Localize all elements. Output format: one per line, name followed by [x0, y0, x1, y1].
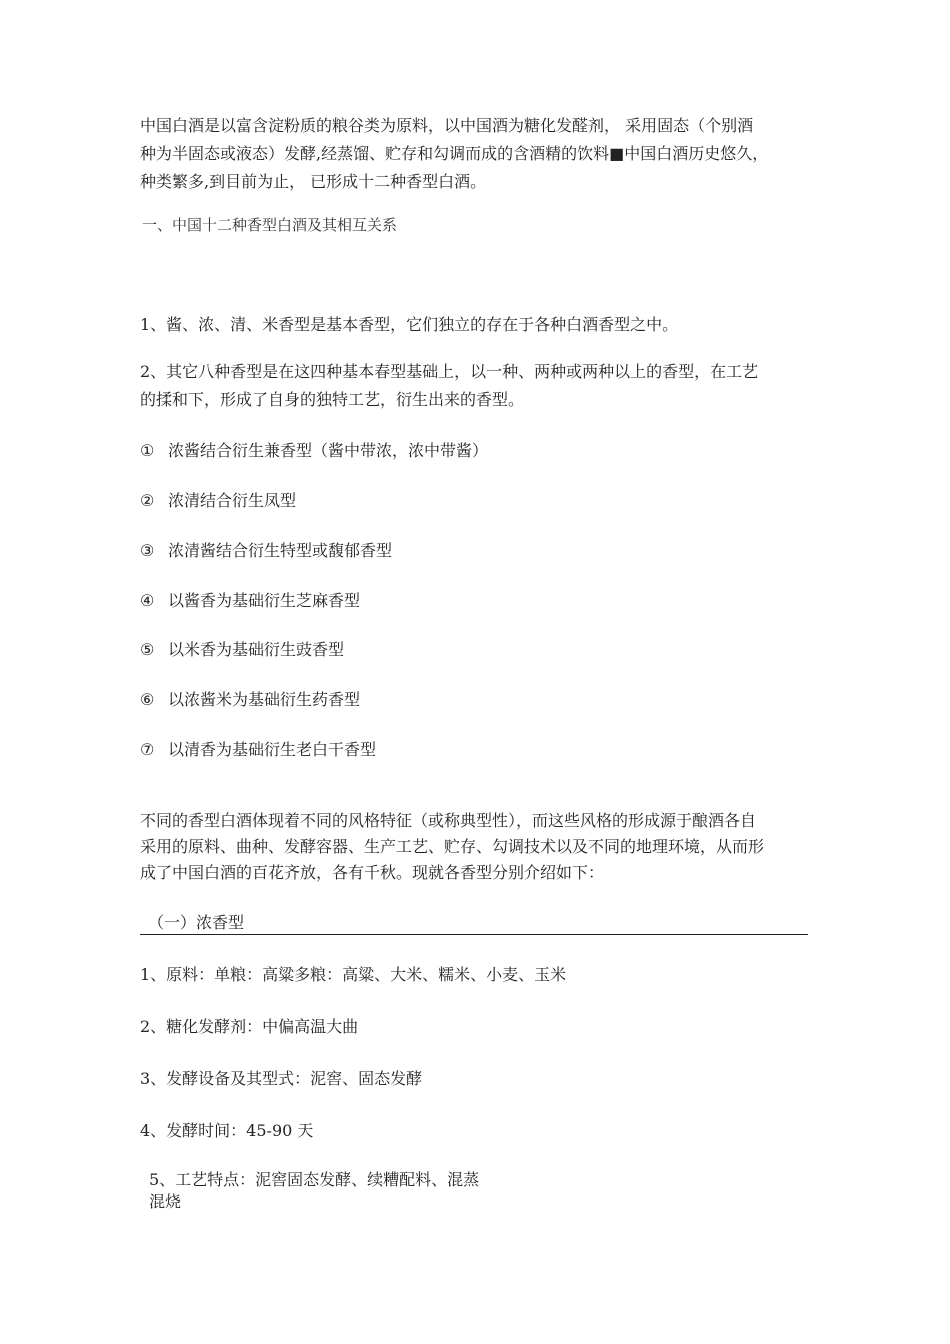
difference-paragraph — [140, 808, 764, 886]
list-item-number: ⑥ — [140, 690, 155, 709]
list-item-number: ① — [140, 441, 155, 460]
list-item — [140, 687, 360, 710]
difference-line-1: 不同的香型白酒体现着不同的风格特征（或称典型性），而这些风格的形成源于酿酒各自 — [140, 811, 757, 830]
subsection-heading — [140, 910, 808, 935]
difference-line-3: 成了中国白酒的百花齐放，各有千秋。现就各香型分别介绍如下： — [140, 863, 605, 882]
attribute-process-line-2: 混烧 — [149, 1192, 182, 1211]
list-item-number: ③ — [140, 541, 155, 560]
list-item-number: ⑦ — [140, 740, 155, 759]
list-item-text: 以酱香为基础衍生芝麻香型 — [168, 591, 361, 610]
list-item-text: 以米香为基础衍生豉香型 — [168, 640, 345, 659]
list-item — [140, 438, 488, 461]
section-heading: 一、中国十二种香型白酒及其相互关系 — [142, 216, 398, 234]
list-item-text: 浓清结合衍生凤型 — [168, 491, 297, 510]
intro-line-2: 种为半固态或液态）发酵,经蒸馏、贮存和勾调而成的含酒精的饮料■中国白酒历史悠久， — [140, 144, 769, 163]
list-item — [140, 737, 376, 760]
list-item — [140, 538, 392, 561]
intro-line-3: 种类繁多,到目前为止， 已形成十二种香型白酒。 — [140, 172, 487, 191]
point-2-line-2: 的揉和下，形成了自身的独特工艺，衍生出来的香型。 — [140, 390, 525, 409]
list-item-text: 浓酱结合衍生兼香型（酱中带浓，浓中带酱） — [168, 441, 489, 460]
list-item-text: 以清香为基础衍生老白干香型 — [168, 740, 377, 759]
attribute-process — [149, 1169, 479, 1213]
list-item-text: 浓清酱结合衍生特型或馥郁香型 — [168, 541, 393, 560]
list-item-number: ② — [140, 491, 155, 510]
list-item — [140, 488, 296, 511]
list-item — [140, 588, 360, 611]
intro-line-1: 中国白酒是以富含淀粉质的粮谷类为原料，以中国酒为糖化发醛剂， 采用固态（个别酒 — [140, 116, 754, 135]
attribute-raw-materials: 1、原料：单粮：高粱多粮：高粱、大米、糯米、小麦、玉米 — [140, 965, 567, 984]
list-item-text: 以浓酱米为基础衍生药香型 — [168, 690, 361, 709]
attribute-process-line-1: 5、工艺特点：泥窖固态发酵、续糟配料、混蒸 — [149, 1170, 480, 1189]
list-item — [140, 637, 344, 660]
point-1: 1、酱、浓、清、米香型是基本香型，它们独立的存在于各种白酒香型之中。 — [140, 315, 679, 334]
difference-line-2: 采用的原料、曲种、发酵容器、生产工艺、贮存、勾调技术以及不同的地理环境，从而形 — [140, 837, 765, 856]
attribute-fermentation-time: 4、发酵时间：45-90 天 — [140, 1121, 314, 1140]
point-2-line-1: 2、其它八种香型是在这四种基本春型基础上，以一种、两种或两种以上的香型，在工艺 — [140, 362, 759, 381]
attribute-equipment: 3、发酵设备及其型式：泥窖、固态发酵 — [140, 1069, 423, 1088]
point-2 — [140, 358, 758, 414]
attribute-starter: 2、糖化发酵剂：中偏高温大曲 — [140, 1017, 359, 1036]
intro-paragraph — [140, 112, 810, 196]
list-item-number: ④ — [140, 591, 155, 610]
subsection-title: （一）浓香型 — [148, 913, 245, 932]
list-item-number: ⑤ — [140, 640, 155, 659]
